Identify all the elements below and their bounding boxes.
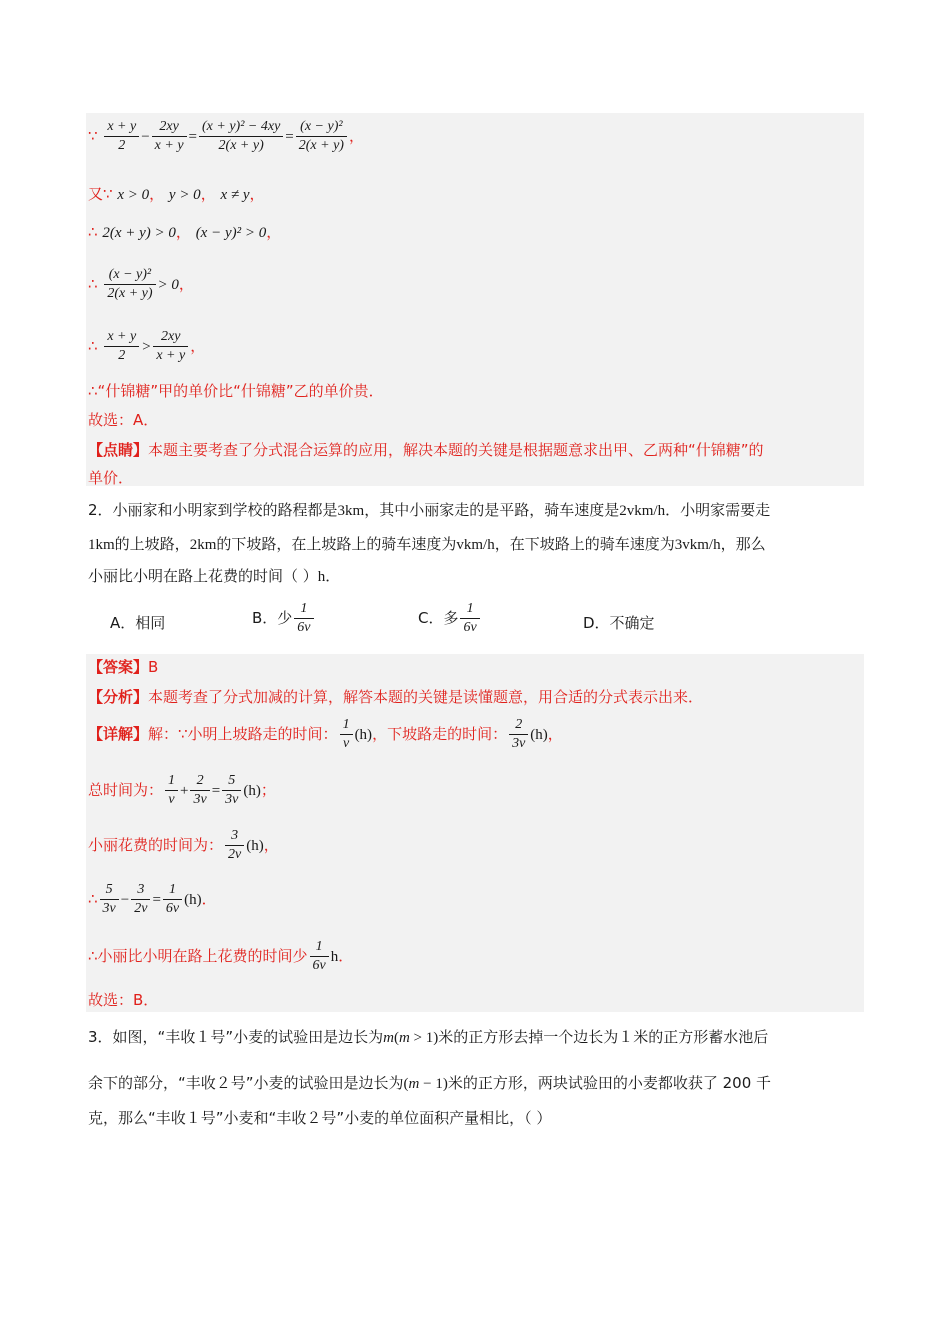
final-line: ∴小丽比小明在路上花费的时间少 $\frac{1}{6v}$ h． [88, 939, 354, 973]
q2-text: 的上坡路， [114, 535, 190, 553]
therefore-symbol: ∴ [88, 275, 98, 293]
q3-line1: 3．如图，“丰收１号”小麦的试验田是边长为m(m > 1)米的正方形去掉一个边长为１米的正方形蓄水池后 [88, 1028, 769, 1046]
comment-tag: 【点睛】 [88, 441, 149, 459]
total-label: 总时间为： [88, 781, 164, 799]
option-b[interactable]: B．少 $\frac{1}{6v}$ [252, 600, 316, 637]
solution-panel-1 [86, 113, 864, 486]
q2-text: ，其中小丽家走的是平路，骑车速度是 [364, 501, 620, 519]
total-line: 总时间为： $\frac{1}{v}$ + $\frac{2}{3v}$ = $\frac{5}{3v}$ (h)； [88, 773, 276, 807]
comment-text: 本题主要考查了分式混合运算的应用，解决本题的关键是根据题意求出甲、乙两种“什锦糖”的 [148, 441, 764, 459]
difference-line: ∴ $\frac{5}{3v}$ − $\frac{3}{2v}$ = $\frac{1}{6v}$ (h)． [88, 882, 217, 916]
detail-text: 解：∵小明上坡路走的时间： [148, 725, 338, 743]
solution1-comment-line2: 单价． [88, 469, 134, 487]
q3-text: 余下的部分，“丰收２号”小麦的试验田是边长为 [88, 1074, 404, 1092]
option-d[interactable] [583, 612, 655, 633]
q3-line3: 克，那么“丰收１号”小麦和“丰收２号”小麦的单位面积产量相比，（ ） [88, 1109, 552, 1127]
answer-value: B [148, 658, 159, 676]
solution1-line5: ∴ $\frac{x + y}{2}$ > $\frac{2xy}{x + y}$ ， [88, 329, 206, 363]
q2-text: 的下坡路，在上坡路上的骑车速度为 [216, 535, 457, 553]
q2-uphill-distance: 1km [88, 537, 115, 553]
xiaoli-line: 小丽花费的时间为： $\frac{3}{2v}$ (h)， [88, 828, 279, 862]
answer2-line [88, 657, 158, 677]
option-label: C．多 [418, 609, 459, 627]
therefore-symbol: ∴ [88, 890, 98, 908]
option-label: D．不确定 [583, 614, 655, 632]
q2-speed1: 2vkm/h [619, 503, 666, 519]
q2-unit: h [317, 569, 326, 585]
q3-text: 米的正方形，两块试验田的小麦都收获了 200 千 [447, 1074, 772, 1092]
q2-line3 [88, 566, 340, 587]
q2-period: ． [325, 567, 341, 585]
detail-tag: 【详解】 [88, 725, 149, 743]
q3-line2: 余下的部分，“丰收２号”小麦的试验田是边长为(m − 1)米的正方形，两块试验田的小麦都收获了 200 千 [88, 1074, 772, 1092]
solution1-conclusion: ∴“什锦糖”甲的单价比“什锦糖”乙的单价贵． [88, 382, 384, 400]
answer-tag: 【答案】 [88, 658, 149, 676]
solution1-line1: ∵ $\frac{x + y}{2}$ − $\frac{2xy}{x + y}$ = $\frac{\text{(x + y)² − 4xy}}{2(x + y)}$ = $\frac{\text{(x − y)²}}{2(x + y)}$ ， [88, 119, 364, 153]
final-text: ∴小丽比小明在路上花费的时间少 [88, 947, 308, 965]
solution1-line2: 又∵ x > 0， y > 0， x ≠ y， [88, 185, 265, 203]
q2-text: 2．小丽家和小明家到学校的路程都是 [88, 501, 338, 519]
analysis-tag: 【分析】 [88, 688, 149, 706]
analysis-text: 本题考查了分式加减的计算，解答本题的关键是读懂题意，用合适的分式表示出来． [148, 688, 704, 706]
q3-text: 3．如图，“丰收１号”小麦的试验田是边长为 [88, 1028, 384, 1046]
detail-text: ，下坡路走的时间： [372, 725, 508, 743]
q2-distance: 3km [337, 503, 365, 519]
q3-text: 米的正方形去掉一个边长为１米的正方形蓄水池后 [438, 1028, 769, 1046]
q2-speed2: vkm/h [456, 537, 495, 553]
q2-text: ，在下坡路上的骑车速度为 [494, 535, 675, 553]
option-c[interactable]: C．多 $\frac{1}{6v}$ [418, 600, 482, 637]
therefore-symbol: ∴ [88, 337, 98, 355]
solution1-line3: ∴ 2(x + y) > 0， (x − y)² > 0， [88, 223, 282, 241]
option-a[interactable] [110, 612, 165, 633]
you-because: 又∵ [88, 185, 113, 203]
because-symbol: ∵ [88, 127, 98, 145]
q2-line1 [88, 500, 770, 521]
q2-downhill-distance: 2km [189, 537, 217, 553]
solution1-comment-line1 [88, 440, 764, 460]
q2-text: ，那么 [720, 535, 766, 553]
xiaoli-label: 小丽花费的时间为： [88, 836, 224, 854]
therefore-symbol: ∴ [88, 223, 98, 241]
q2-text: 小丽比小明在路上花费的时间（ ） [88, 567, 318, 585]
option-label: A．相同 [110, 614, 166, 632]
q2-text: ．小明家需要走 [665, 501, 771, 519]
solution1-answer: 故选：A． [88, 411, 159, 429]
q2-line2 [88, 534, 766, 555]
option-label: B．少 [252, 609, 293, 627]
solution1-line4: ∴ $\frac{\text{(x − y)²}}{2(x + y)}$ > 0， [88, 267, 194, 301]
detail-line: 【详解】解：∵小明上坡路走的时间： $\frac{1}{v}$ (h)，下坡路走的时间： $\frac{2}{3v}$ (h)， [88, 717, 563, 751]
choose-line: 故选：B． [88, 991, 159, 1009]
analysis-line [88, 687, 703, 707]
q2-speed3: 3vkm/h [674, 537, 721, 553]
